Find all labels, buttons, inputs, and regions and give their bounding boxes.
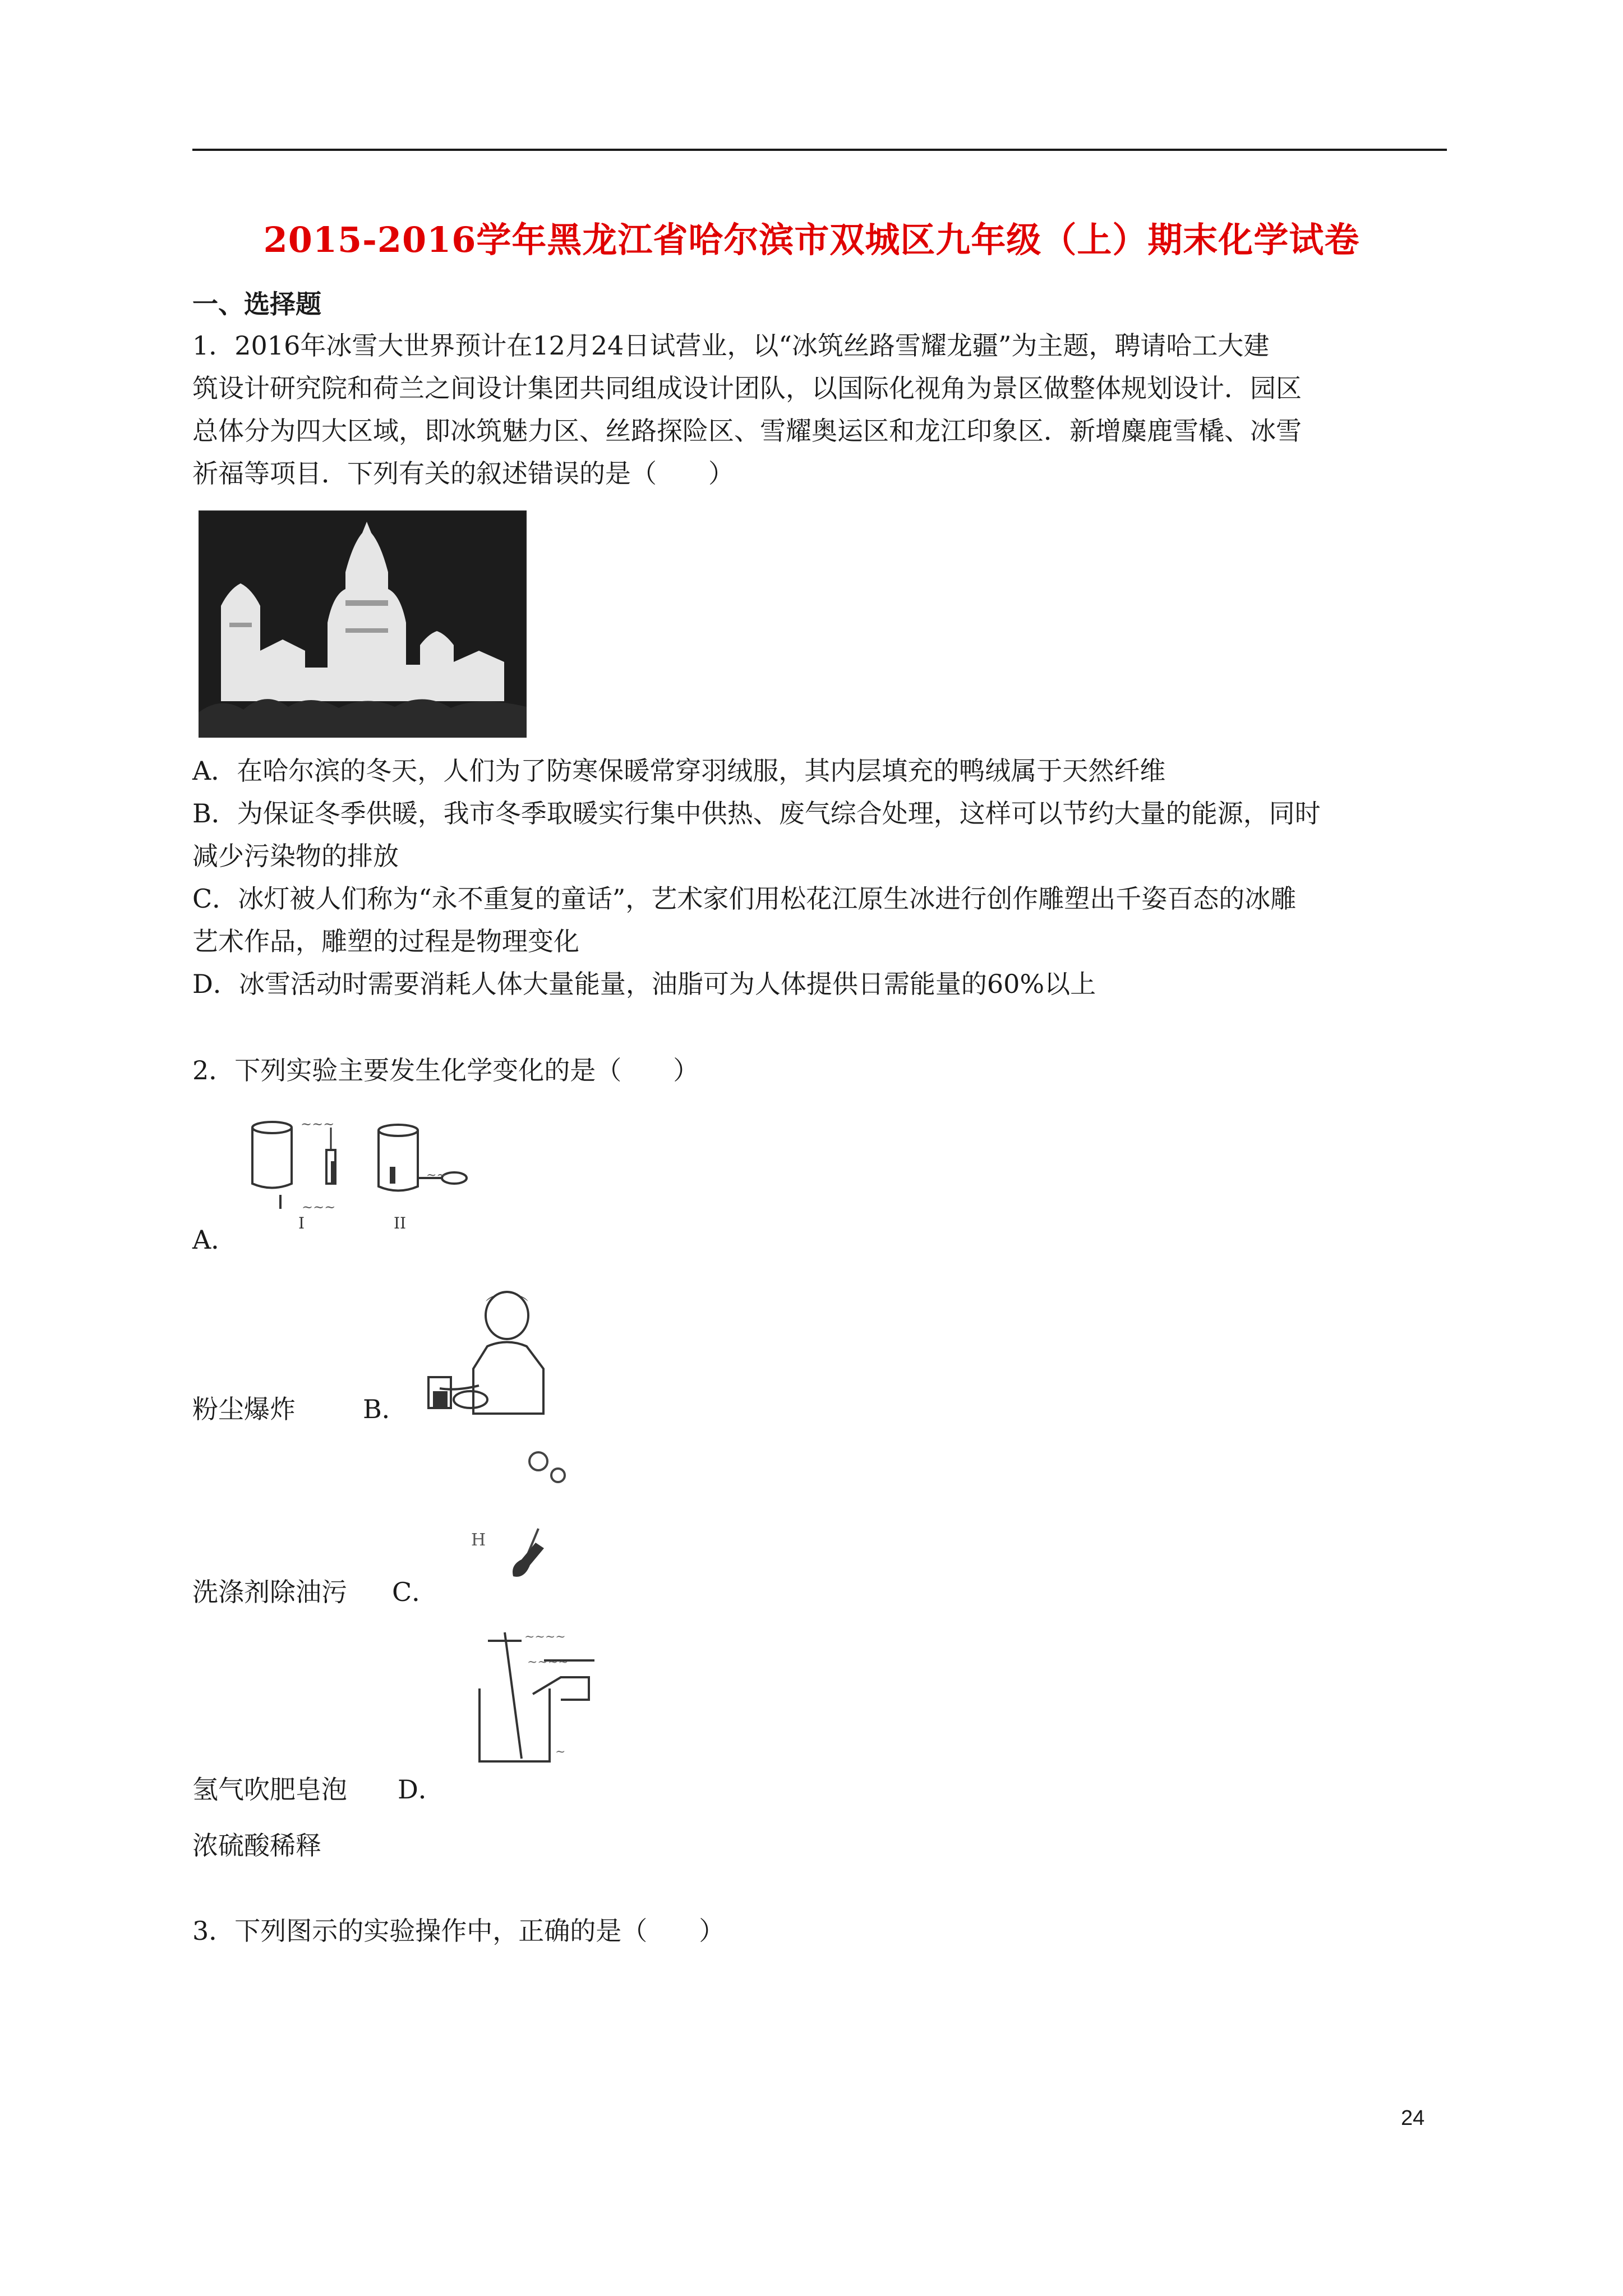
q2-label-b: B． bbox=[363, 1394, 408, 1424]
q2-label-c: C． bbox=[392, 1577, 438, 1607]
q2-caption-b bbox=[192, 1571, 437, 1613]
q1-options bbox=[192, 749, 1321, 1005]
svg-text:~: ~ bbox=[555, 1745, 566, 1759]
dust-explosion-figure bbox=[247, 1116, 505, 1234]
svg-text:~~~: ~~~ bbox=[301, 1116, 335, 1132]
fig-a-label-i: I bbox=[298, 1214, 305, 1232]
fig-c-label: H bbox=[471, 1530, 486, 1550]
section-heading: 一、选择题 bbox=[192, 289, 321, 319]
page-number: 24 bbox=[1401, 2106, 1425, 2130]
fig-a-label-ii: II bbox=[394, 1214, 407, 1232]
ice-castle-photo bbox=[199, 510, 527, 738]
page-title: 2015-2016学年黑龙江省哈尔滨市双城区九年级（上）期末化学试卷 bbox=[263, 219, 1360, 260]
q2-caption-a bbox=[192, 1388, 408, 1430]
q2-caption-c bbox=[192, 1768, 444, 1811]
q2-label-a: A． bbox=[192, 1225, 237, 1255]
q2-caption-a-text: 粉尘爆炸 bbox=[192, 1394, 296, 1424]
q1-option-c-cont: 艺术作品，雕塑的过程是物理变化 bbox=[192, 926, 579, 956]
q1-stem bbox=[192, 324, 1302, 495]
q1-option-b: B．为保证冬季供暖，我市冬季取暖实行集中供热、废气综合处理，这样可以节约大量的能源，同时 bbox=[192, 798, 1321, 829]
svg-text:~~~: ~~~ bbox=[302, 1199, 336, 1215]
q1-stem-line: 1．2016年冰雪大世界预计在12月24日试营业，以“冰筑丝路雪耀龙疆”为主题，聘请哈工大建 bbox=[192, 330, 1270, 361]
svg-text:~~: ~~ bbox=[426, 1168, 447, 1182]
q1-option-c: C．冰灯被人们称为“永不重复的童话”，艺术家们用松花江原生冰进行创作雕塑出千姿百态的冰雕 bbox=[192, 884, 1297, 914]
acid-dilution-figure bbox=[471, 1627, 617, 1773]
q2-label-d: D． bbox=[398, 1774, 444, 1805]
q2-caption-c-text: 氢气吹肥皂泡 bbox=[192, 1774, 347, 1805]
svg-text:~~~~: ~~~~ bbox=[527, 1655, 569, 1669]
hydrogen-bubbles-figure bbox=[460, 1444, 589, 1590]
q1-option-b-cont: 减少污染物的排放 bbox=[192, 841, 399, 871]
detergent-washing-figure bbox=[417, 1285, 569, 1419]
q3-stem: 3．下列图示的实验操作中，正确的是（ ） bbox=[192, 1916, 725, 1946]
q1-option-a: A．在哈尔滨的冬天，人们为了防寒保暖常穿羽绒服，其内层填充的鸭绒属于天然纤维 bbox=[192, 756, 1166, 786]
q2-caption-b-text: 洗涤剂除油污 bbox=[192, 1577, 347, 1607]
q2-stem: 2．下列实验主要发生化学变化的是（ ） bbox=[192, 1055, 699, 1085]
q1-stem-line: 筑设计研究院和荷兰之间设计集团共同组成设计团队，以国际化视角为景区做整体规划设计．园区 bbox=[192, 373, 1302, 403]
header-rule bbox=[192, 149, 1447, 151]
q1-stem-line: 祈福等项目．下列有关的叙述错误的是（ ） bbox=[192, 458, 734, 489]
svg-text:~~~~: ~~~~ bbox=[524, 1630, 566, 1644]
q1-stem-line: 总体分为四大区域，即冰筑魅力区、丝路探险区、雪耀奥运区和龙江印象区．新增麋鹿雪橇、冰雪 bbox=[192, 416, 1302, 446]
q1-option-d: D．冰雪活动时需要消耗人体大量能量，油脂可为人体提供日需能量的60%以上 bbox=[192, 969, 1096, 999]
q2-caption-d: 浓硫酸稀释 bbox=[192, 1830, 321, 1861]
